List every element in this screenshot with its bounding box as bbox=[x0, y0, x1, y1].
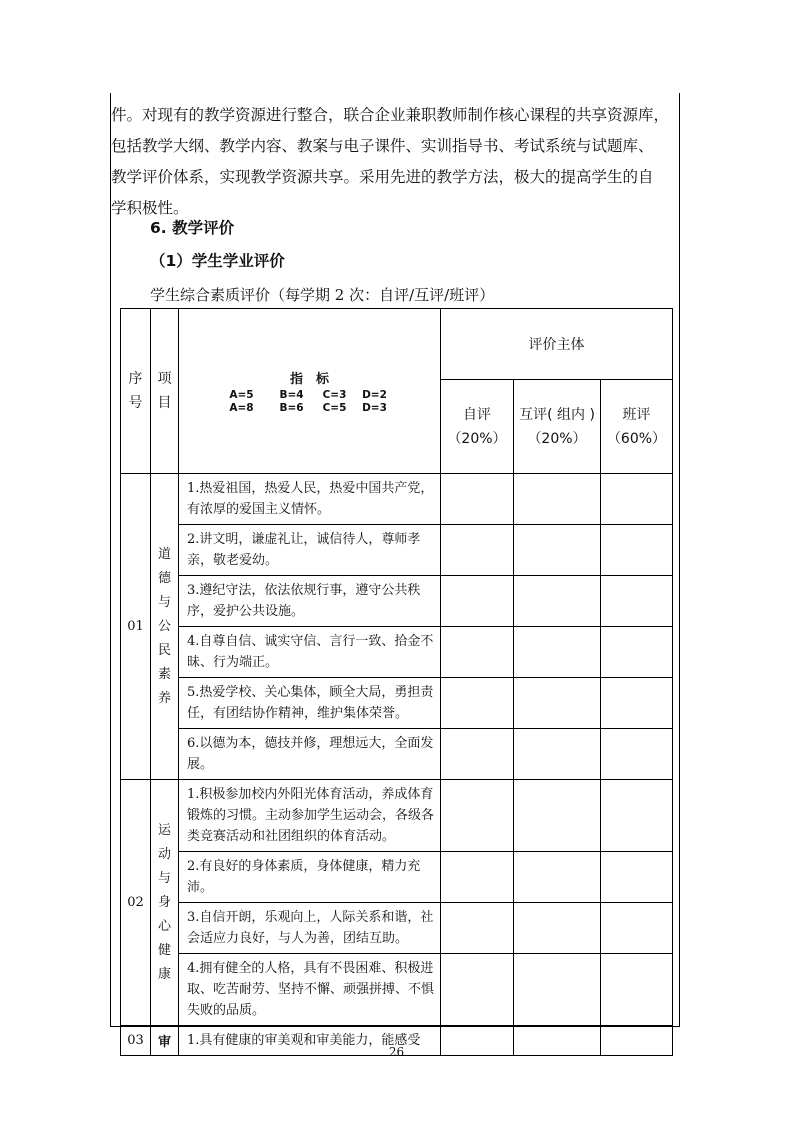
indicator-text: 4.拥有健全的人格，具有不畏困难、积极进取、吃苦耐劳、坚持不懈、顽强拼搏、不惧失败的品质。 bbox=[179, 954, 441, 1026]
self-score-cell[interactable] bbox=[441, 525, 514, 576]
table-row bbox=[121, 627, 673, 678]
section-number: 03 bbox=[121, 1026, 151, 1056]
class-score-cell[interactable] bbox=[601, 576, 673, 627]
peer-score-cell[interactable] bbox=[514, 780, 601, 852]
self-score-cell[interactable] bbox=[441, 780, 514, 852]
table-row bbox=[121, 729, 673, 780]
class-score-cell[interactable] bbox=[601, 780, 673, 852]
table-row bbox=[121, 954, 673, 1026]
indicator-text: 3.遵纪守法，依法依规行事，遵守公共秩序，爱护公共设施。 bbox=[179, 576, 441, 627]
score-scale: A=5 B=4 C=3 D=2 A=8 B=6 C=5 D=3 bbox=[229, 388, 387, 414]
indicator-header bbox=[179, 309, 441, 474]
intro-line: 学积极性。 bbox=[111, 199, 189, 217]
indicator-title: 指 标 bbox=[289, 371, 329, 387]
table-row bbox=[121, 903, 673, 954]
peer-score-cell[interactable] bbox=[514, 627, 601, 678]
class-score-cell[interactable] bbox=[601, 954, 673, 1026]
peer-score-cell[interactable] bbox=[514, 525, 601, 576]
class-score-cell[interactable] bbox=[601, 903, 673, 954]
class-score-cell[interactable] bbox=[601, 627, 673, 678]
class-score-cell[interactable] bbox=[601, 729, 673, 780]
peer-score-cell[interactable] bbox=[514, 954, 601, 1026]
intro-paragraph bbox=[111, 100, 679, 224]
col-seq-header: 序 号 bbox=[121, 309, 151, 474]
peer-score-cell[interactable] bbox=[514, 852, 601, 903]
indicator-text: 4.自尊自信、诚实守信、言行一致、拾金不昧、行为端正。 bbox=[179, 627, 441, 678]
table-row bbox=[121, 576, 673, 627]
table-row bbox=[121, 525, 673, 576]
self-eval-header: 自评 （20%） bbox=[441, 380, 514, 474]
section-category: 运 动 与 身 心 健 康 bbox=[151, 780, 179, 1026]
self-score-cell[interactable] bbox=[441, 627, 514, 678]
evaluation-table bbox=[120, 308, 673, 1056]
peer-score-cell[interactable] bbox=[514, 474, 601, 525]
table-caption: 学生综合素质评价（每学期 2 次：自评/互评/班评） bbox=[150, 286, 495, 304]
intro-line: 包括教学大纲、教学内容、教案与电子课件、实训指导书、考试系统与试题库、 bbox=[111, 137, 654, 155]
indicator-text: 1.具有健康的审美观和审美能力，能感受 bbox=[179, 1026, 441, 1056]
self-score-cell[interactable] bbox=[441, 729, 514, 780]
class-score-cell[interactable] bbox=[601, 678, 673, 729]
self-score-cell[interactable] bbox=[441, 954, 514, 1026]
class-score-cell[interactable] bbox=[601, 852, 673, 903]
self-score-cell[interactable] bbox=[441, 576, 514, 627]
peer-score-cell[interactable] bbox=[514, 576, 601, 627]
peer-score-cell[interactable] bbox=[514, 729, 601, 780]
table-row bbox=[121, 852, 673, 903]
indicator-text: 1.热爱祖国，热爱人民，热爱中国共产党，有浓厚的爱国主义情怀。 bbox=[179, 474, 441, 525]
indicator-text: 3.自信开朗，乐观向上，人际关系和谐，社会适应力良好，与人为善，团结互助。 bbox=[179, 903, 441, 954]
class-score-cell[interactable] bbox=[601, 525, 673, 576]
indicator-text: 2.讲文明，谦虚礼让，诚信待人，尊师孝亲，敬老爱幼。 bbox=[179, 525, 441, 576]
subject-header: 评价主体 bbox=[441, 309, 673, 380]
section-category: 道 德 与 公 民 素 养 bbox=[151, 474, 179, 780]
section-heading: 6. 教学评价 bbox=[150, 219, 235, 237]
class-eval-header: 班评 （60%） bbox=[601, 380, 673, 474]
peer-score-cell[interactable] bbox=[514, 678, 601, 729]
table-row bbox=[121, 474, 673, 525]
self-score-cell[interactable] bbox=[441, 474, 514, 525]
peer-eval-header: 互评( 组内 ) （20%） bbox=[514, 380, 601, 474]
class-score-cell[interactable] bbox=[601, 474, 673, 525]
indicator-text: 1.积极参加校内外阳光体育活动，养成体育锻炼的习惯。主动参加学生运动会，各级各类竞赛活动和社团组织的体育活动。 bbox=[179, 780, 441, 852]
table-row bbox=[121, 678, 673, 729]
intro-line: 件。对现有的教学资源进行整合，联合企业兼职教师制作核心课程的共享资源库， bbox=[111, 106, 670, 124]
indicator-text: 2.有良好的身体素质，身体健康，精力充沛。 bbox=[179, 852, 441, 903]
indicator-text: 6.以德为本，德技并修，理想远大，全面发展。 bbox=[179, 729, 441, 780]
intro-line: 教学评价体系，实现教学资源共享。采用先进的教学方法，极大的提高学生的自 bbox=[111, 168, 654, 186]
self-score-cell[interactable] bbox=[441, 678, 514, 729]
self-score-cell[interactable] bbox=[441, 852, 514, 903]
page-number: 26 bbox=[388, 1045, 405, 1059]
section-category: 审 bbox=[151, 1026, 179, 1056]
peer-score-cell[interactable] bbox=[514, 903, 601, 954]
table-row bbox=[121, 780, 673, 852]
section-number: 02 bbox=[121, 780, 151, 1026]
subsection-heading: （1）学生学业评价 bbox=[150, 252, 285, 270]
self-score-cell[interactable] bbox=[441, 903, 514, 954]
indicator-text: 5.热爱学校、关心集体，顾全大局，勇担责任，有团结协作精神，维护集体荣誉。 bbox=[179, 678, 441, 729]
col-item-header: 项 目 bbox=[151, 309, 179, 474]
section-number: 01 bbox=[121, 474, 151, 780]
